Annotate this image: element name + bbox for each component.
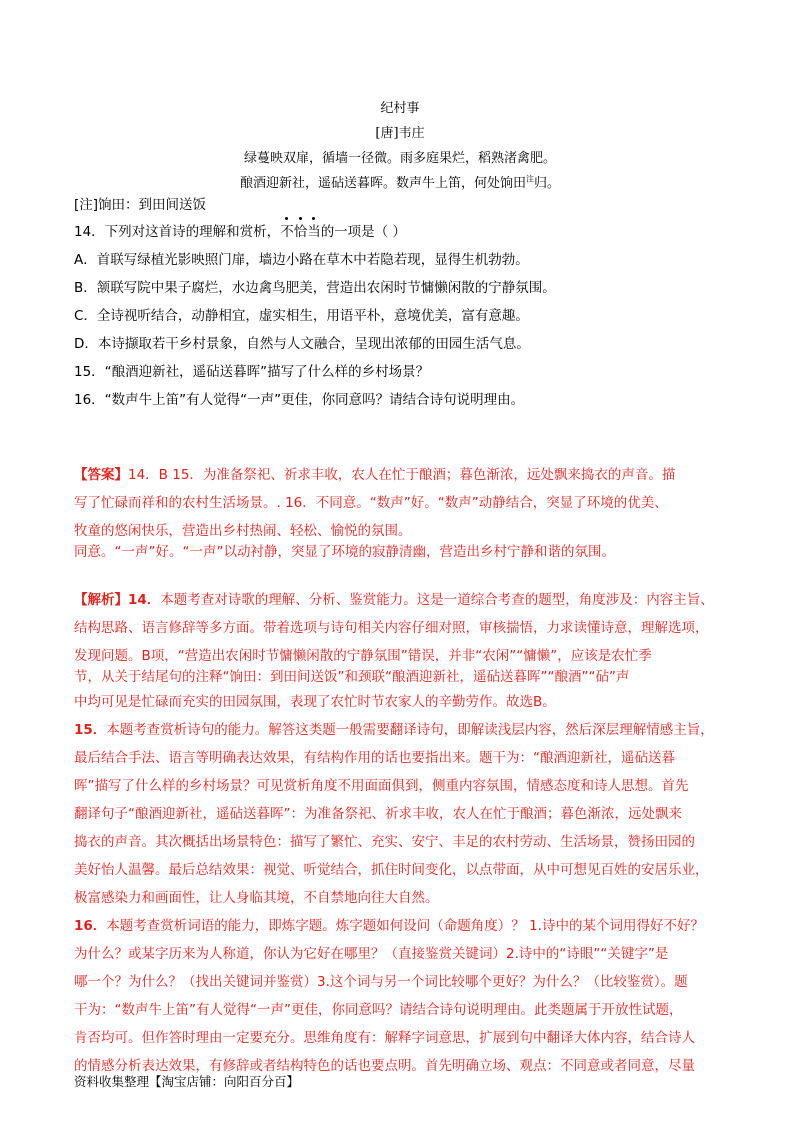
poem-title: 纪村事 xyxy=(380,101,420,116)
analysis-line: 15．本题考查赏析诗句的能力。解答这类题一般需要翻译诗句，即解读浅层内容，然后深层理解情感主旨， xyxy=(74,722,714,738)
answer-line-3: 牧童的悠闲快乐，营造出乡村热闹、轻松、愉悦的氛围。 xyxy=(74,523,412,539)
analysis-line: 节，从关于结尾句的注释“饷田：到田间送饭”和颈联“酿酒迎新社，遥砧送暮晖”“酿酒”“砧”声 xyxy=(74,669,630,685)
question-15: 15．“酿酒迎新社，遥砧送暮晖”描写了什么样的乡村场景？ xyxy=(74,364,430,380)
analysis-line: 极富感染力和画面性，让人身临其境，不自禁地向往大自然。 xyxy=(74,890,439,906)
question-14 xyxy=(74,220,734,240)
section-label: 【解析】14． xyxy=(74,592,161,608)
analysis-line: 翻译句子“酿酒迎新社，遥砧送暮晖”：为准备祭祀、祈求丰收，农人在忙于酿酒；暮色渐浓，远处飘来 xyxy=(74,806,682,822)
analysis-line: 中均可见是忙碌而充实的田园氛围，表现了农忙时节农家人的辛勤劳作。故选B。 xyxy=(74,694,556,710)
analysis-line: 发现问题。B项，“营造出农闲时节慵懒闲散的宁静氛围”错误，并非“农闲”“慵懒”，应该是农忙季 xyxy=(74,648,652,664)
q14-text-end: 的一项是（ ） xyxy=(320,224,406,240)
option-a: A．首联写绿植光影映照门扉，墙边小路在草木中若隐若现，显得生机勃勃。 xyxy=(74,252,529,268)
emphasis-char: 当 xyxy=(307,220,321,240)
analysis-line: 的情感分析表达效果，有修辞或者结构特色的话也要点明。首先明确立场、观点：不同意或者同意，尽量 xyxy=(74,1058,695,1074)
section-label: 15． xyxy=(74,722,107,738)
section-label: 【答案】 xyxy=(74,467,128,483)
analysis-line: 最后结合手法、语言等明确表达效果，有结构作用的话也要指出来。题干为：“酿酒迎新社，遥砧送暮 xyxy=(74,750,675,766)
analysis-line: 16．本题考查赏析词语的能力，即炼字题。炼字题如何设问（命题角度）？ 1.诗中的某个词用得好不好？ xyxy=(74,918,704,934)
answer-line-1: 【答案】14．B 15．为准备祭祀、祈求丰收，农人在忙于酿酒；暮色渐浓，远处飘来捣衣的声音。描 xyxy=(74,467,676,483)
analysis-line: 【解析】14．本题考查对诗歌的理解、分析、鉴赏能力。这是一道综合考查的题型，角度涉及：内容主旨、 xyxy=(74,592,714,608)
question-16: 16．“数声牛上笛”有人觉得“一声”更佳，你同意吗？请结合诗句说明理由。 xyxy=(74,392,525,408)
answer-line-2: 写了忙碌而祥和的农村生活场景。. 16．不同意。“数声”好。“数声”动静结合，突显了环境的优美、 xyxy=(74,495,668,511)
emphasis-char: 恰 xyxy=(294,220,308,240)
analysis-line: 哪一个？为什么？（找出关键词并鉴赏）3.这个词与另一个词比较哪个更好？为什么？（比较鉴赏）。题 xyxy=(74,974,688,990)
section-label: 16． xyxy=(74,918,107,934)
poem-line-1: 绿蔓映双扉，循墙一径微。雨多庭果烂，稻熟渚禽肥。 xyxy=(243,151,556,166)
page-footer: 资料收集整理【淘宝店铺：向阳百分百】 xyxy=(74,1074,300,1089)
analysis-line: 肯否均可。但作答时理由一定要充分。思维角度有：解释字词意思，扩展到句中翻译大体内容，结合诗人 xyxy=(74,1030,695,1046)
q14-text: 14．下列对这首诗的理解和赏析， xyxy=(74,224,281,240)
analysis-line: 捣衣的声音。其次概括出场景特色：描写了繁忙、充实、安宁、丰足的农村劳动、生活场景，赞扬田园的 xyxy=(74,834,695,850)
emphasis-char: 不 xyxy=(280,220,294,240)
analysis-line: 美好怡人温馨。最后总结效果：视觉、听觉结合，抓住时间变化，以点带面，从中可想见百姓的安居乐业， xyxy=(74,862,709,878)
analysis-line: 晖”描写了什么样的乡村场景？可见赏析角度不用面面俱到，侧重内容氛围，情感态度和诗人思想。首先 xyxy=(74,778,689,794)
note-marker: 注 xyxy=(526,174,534,184)
poem-line-2-text: 酿酒迎新社，遥砧送暮晖。数声牛上笛，何处饷田 xyxy=(239,176,526,191)
option-c: C．全诗视听结合，动静相宜，虚实相生，用语平朴，意境优美，富有意趣。 xyxy=(74,308,529,324)
poem-line-2-end: 归。 xyxy=(534,176,561,191)
poem-line-2 xyxy=(0,172,800,191)
option-d: D．本诗撷取若干乡村景象，自然与人文融合，呈现出浓郁的田园生活气息。 xyxy=(74,336,530,352)
answer-line-4: 同意。“一声”好。“一声”以动衬静，突显了环境的寂静清幽，营造出乡村宁静和谐的氛围。 xyxy=(74,544,615,560)
analysis-line: 结构思路、语言修辞等多方面。带着选项与诗句相关内容仔细对照，审核揣悟，力求读懂诗意，理解选项， xyxy=(74,620,709,636)
note: [注]饷田：到田间送饭 xyxy=(74,197,207,213)
analysis-line: 为什么？或某字历来为人称道，你认为它好在哪里？（直接鉴赏关键词）2.诗中的“诗眼”“关键字”是 xyxy=(74,946,669,962)
poem-author: [唐]韦庄 xyxy=(375,126,425,141)
analysis-line: 干为：“数声牛上笛”有人觉得“一声”更佳，你同意吗？请结合诗句说明理由。此类题属于开放性试题， xyxy=(74,1002,683,1018)
option-b: B．颔联写院中果子腐烂，水边禽鸟肥美，营造出农闲时节慵懒闲散的宁静氛围。 xyxy=(74,280,556,296)
